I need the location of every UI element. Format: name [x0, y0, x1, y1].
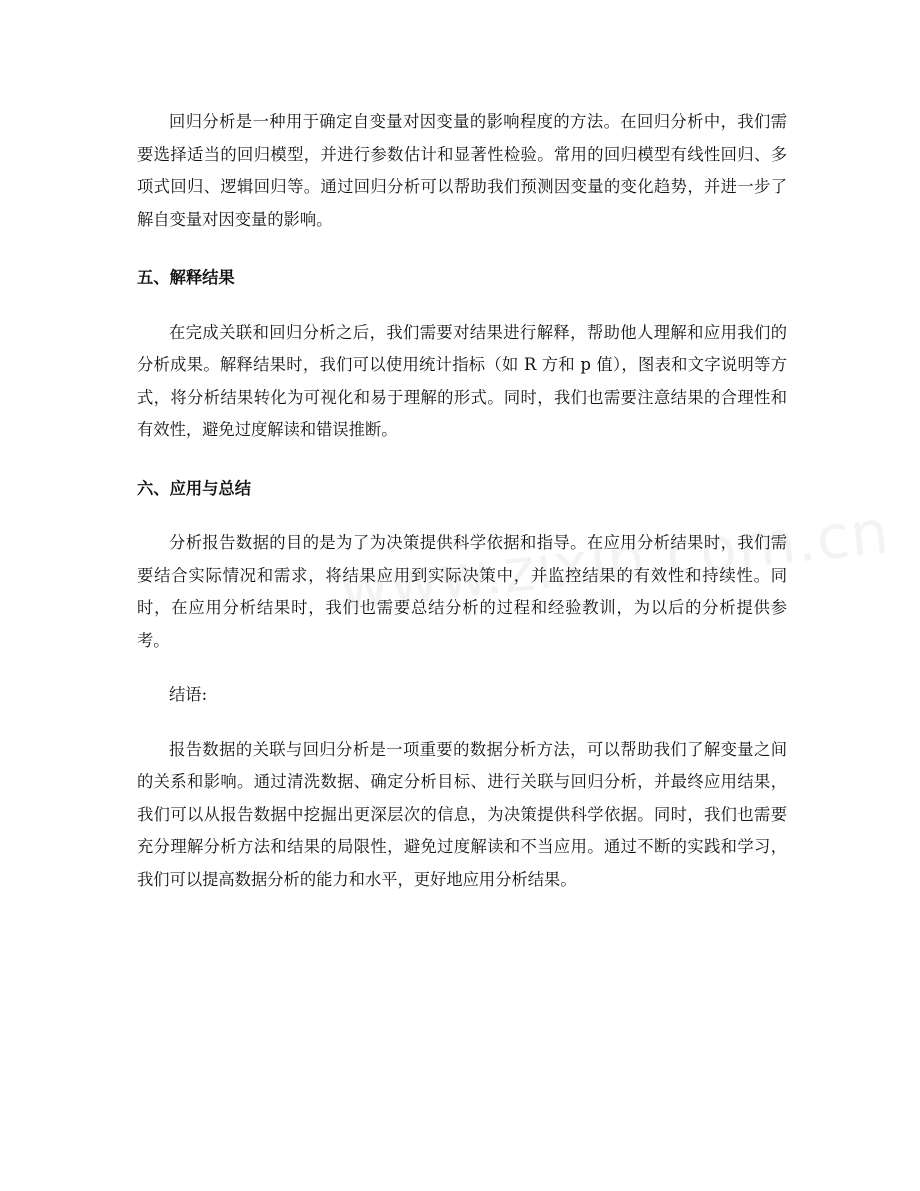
- paragraph-interpret: 在完成关联和回归分析之后，我们需要对结果进行解释，帮助他人理解和应用我们的分析成果。解释结果时，我们可以使用统计指标（如 R 方和 p 值），图表和文字说明等方式，将分析结果转化为可视化和易于理解的形式。同时，我们也需要注意结果的合理性和有效性，避免过度解读和错误推断。: [137, 322, 787, 439]
- paragraph-apply: 分析报告数据的目的是为了为决策提供科学依据和指导。在应用分析结果时，我们需要结合实际情况和需求，将结果应用到实际决策中，并监控结果的有效性和持续性。同时，在应用分析结果时，我们也需要总结分析的过程和经验教训，为以后的分析提供参考。: [137, 533, 787, 650]
- section-heading-interpret: 五、解释结果: [137, 268, 235, 287]
- section-heading-apply: 六、应用与总结: [137, 478, 251, 498]
- document-body: [137, 106, 787, 896]
- paragraph-conclusion: 报告数据的关联与回归分析是一项重要的数据分析方法，可以帮助我们了解变量之间的关系和影响。通过清洗数据、确定分析目标、进行关联与回归分析，并最终应用结果，我们可以从报告数据中挖掘出更深层次的信息，为决策提供科学依据。同时，我们也需要充分理解分析方法和结果的局限性，避免过度解读和不当应用。通过不断的实践和学习，我们可以提高数据分析的能力和水平，更好地应用分析结果。: [137, 739, 787, 889]
- paragraph-regression: 回归分析是一种用于确定自变量对因变量的影响程度的方法。在回归分析中，我们需要选择适当的回归模型，并进行参数估计和显著性检验。常用的回归模型有线性回归、多项式回归、逻辑回归等。通过回归分析可以帮助我们预测因变量的变化趋势，并进一步了解自变量对因变量的影响。: [137, 112, 787, 229]
- conclusion-label: 结语:: [169, 685, 208, 704]
